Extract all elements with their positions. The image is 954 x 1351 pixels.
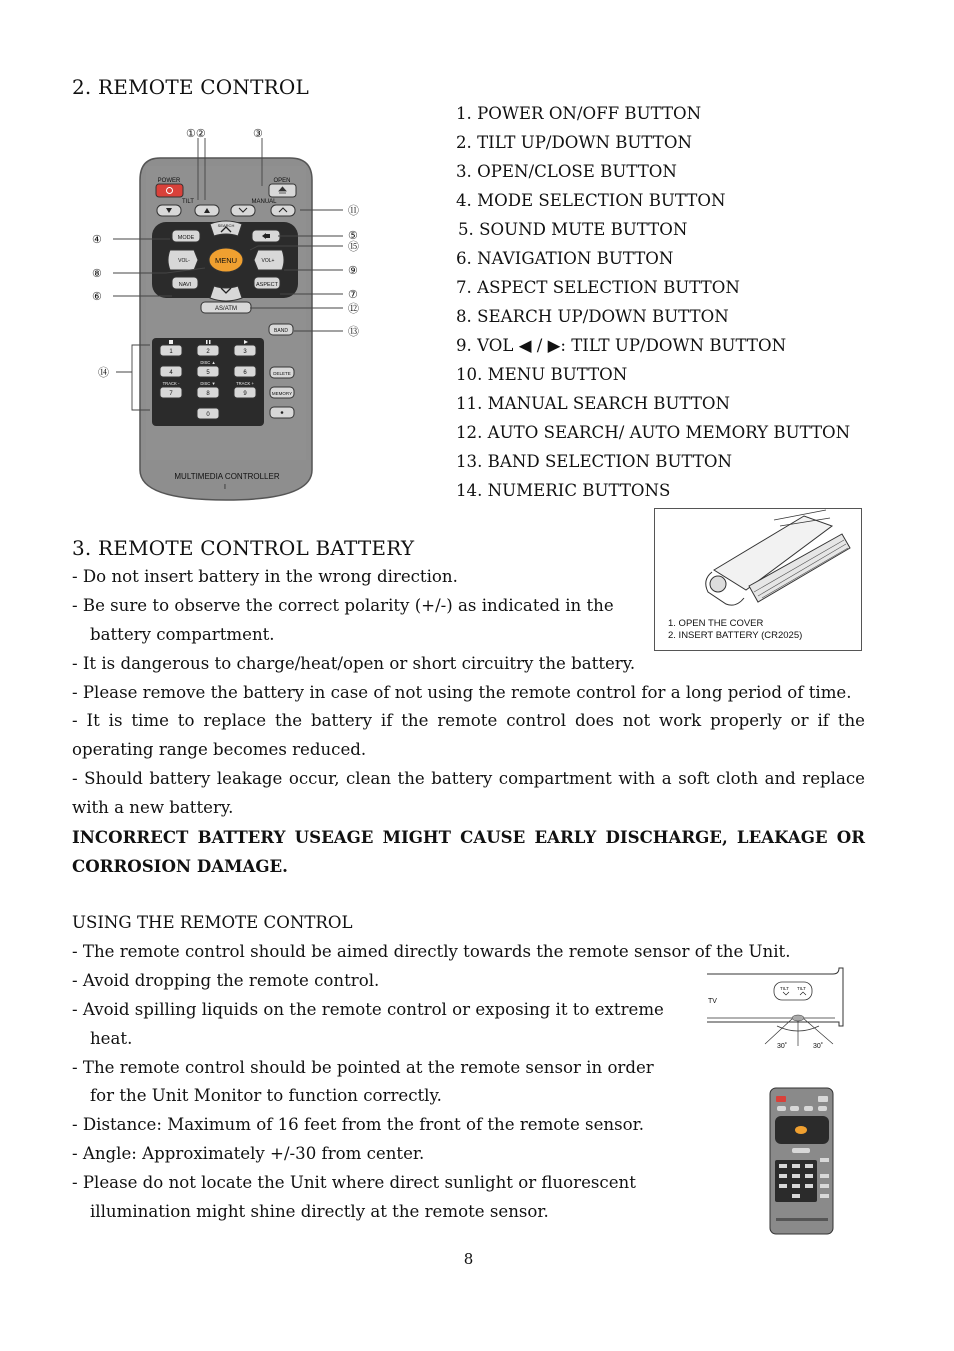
small-remote-diagram [768, 1086, 836, 1236]
svg-text:30˚: 30˚ [813, 1043, 824, 1050]
svg-text:TILT: TILT [780, 986, 789, 991]
svg-text:⑮: ⑮ [348, 241, 359, 253]
svg-text:AS/ATM: AS/ATM [215, 306, 237, 312]
battery-text-line: - Do not insert battery in the wrong direction. [72, 567, 458, 586]
svg-text:TRACK -: TRACK - [162, 381, 180, 386]
menu-label: MENU [214, 256, 238, 265]
list-item: 11. MANUAL SEARCH BUTTON [456, 394, 731, 413]
using-text-line: - The remote control should be pointed at the remote sensor in order [72, 1058, 654, 1077]
svg-text:⑭: ⑭ [98, 367, 109, 379]
svg-text:3: 3 [243, 349, 247, 355]
svg-text:I: I [224, 484, 226, 491]
svg-text:NAVI: NAVI [178, 282, 192, 288]
battery-step-1: 1. OPEN THE COVER [668, 618, 764, 629]
list-item: 7. ASPECT SELECTION BUTTON [456, 278, 740, 297]
battery-diagram [654, 508, 862, 651]
svg-text:⑪: ⑪ [348, 205, 359, 217]
svg-text:⑬: ⑬ [348, 326, 359, 338]
svg-text:MEMORY: MEMORY [271, 391, 293, 396]
using-text-line: - Avoid dropping the remote control. [72, 971, 380, 990]
battery-text-line: - It is dangerous to charge/heat/open or short circuitry the battery. [72, 654, 636, 673]
manual-label: MANUAL [251, 199, 277, 205]
svg-text:⑤: ⑤ [348, 230, 358, 242]
svg-text:1: 1 [169, 349, 173, 355]
battery-leak-paragraph: - Should battery leakage occur, clean the battery compartment with a soft cloth and replace [72, 769, 865, 788]
section-3-title: 3. REMOTE CONTROL BATTERY [72, 536, 415, 560]
using-text-line: for the Unit Monitor to function correctly. [90, 1086, 442, 1105]
using-text-line: - Please do not locate the Unit where direct sunlight or fluorescent [72, 1173, 636, 1192]
svg-text:VOL-: VOL- [178, 258, 190, 264]
svg-text:7: 7 [169, 391, 173, 397]
svg-text:TRACK +: TRACK + [236, 381, 254, 386]
section-2-title: 2. REMOTE CONTROL [72, 75, 309, 99]
using-text-line: illumination might shine directly at the remote sensor. [90, 1202, 549, 1221]
svg-text:DELETE: DELETE [273, 371, 291, 376]
brand-label: MULTIMEDIA CONTROLLER [174, 472, 280, 481]
battery-warning-end: CORROSION DAMAGE. [72, 856, 288, 876]
page-number: 8 [463, 1250, 474, 1268]
svg-text:④: ④ [92, 234, 102, 246]
open-label: OPEN [273, 178, 291, 184]
list-item: 1. POWER ON/OFF BUTTON [456, 104, 702, 123]
using-text-line: - Angle: Approximately +/-30 from center. [72, 1144, 425, 1163]
list-item: 10. MENU BUTTON [456, 365, 628, 384]
battery-warning: INCORRECT BATTERY USEAGE MIGHT CAUSE EARLY DISCHARGE, LEAKAGE OR [72, 827, 865, 847]
svg-text:③: ③ [253, 128, 263, 140]
list-item: 13. BAND SELECTION BUTTON [456, 452, 733, 471]
svg-text:⑦: ⑦ [348, 289, 358, 301]
list-item: 2. TILT UP/DOWN BUTTON [456, 133, 692, 152]
svg-text:⑥: ⑥ [92, 291, 102, 303]
tilt-label: TILT [182, 199, 194, 205]
list-item: 14. NUMERIC BUTTONS [456, 481, 671, 500]
svg-text:4: 4 [169, 370, 173, 376]
list-item: 6. NAVIGATION BUTTON [456, 249, 674, 268]
power-button [156, 184, 183, 197]
svg-text:MODE: MODE [177, 235, 195, 241]
tv-label: TV [708, 998, 717, 1005]
list-item: 12. AUTO SEARCH/ AUTO MEMORY BUTTON [456, 423, 851, 442]
svg-text:DISC ▼: DISC ▼ [200, 381, 216, 386]
svg-text:TILT: TILT [797, 986, 806, 991]
list-item: 9. VOL ◀ / ▶: TILT UP/DOWN BUTTON [456, 336, 787, 355]
battery-replace-paragraph-end: operating range becomes reduced. [72, 740, 367, 759]
svg-text:⑧: ⑧ [92, 268, 102, 280]
svg-text:⑫: ⑫ [348, 303, 359, 315]
svg-text:ASPECT: ASPECT [255, 282, 279, 288]
list-item: 8. SEARCH UP/DOWN BUTTON [456, 307, 729, 326]
battery-step-2: 2. INSERT BATTERY (CR2025) [668, 630, 803, 641]
list-item: 4. MODE SELECTION BUTTON [456, 191, 726, 210]
sensor-angle-diagram [705, 966, 845, 1052]
svg-text:2: 2 [206, 349, 210, 355]
svg-text:8: 8 [206, 391, 210, 397]
svg-text:⑨: ⑨ [348, 265, 358, 277]
using-text-line: heat. [90, 1029, 133, 1048]
using-text-line: - The remote control should be aimed directly towards the remote sensor of the Unit. [72, 942, 791, 961]
svg-text:30˚: 30˚ [777, 1043, 788, 1050]
battery-text-line: battery compartment. [90, 625, 275, 644]
battery-text-line: - Be sure to observe the correct polarity (+/-) as indicated in the [72, 596, 614, 615]
list-item: 5. SOUND MUTE BUTTON [458, 220, 688, 239]
svg-text:VOL+: VOL+ [261, 258, 275, 264]
svg-text:SEARCH: SEARCH [217, 223, 235, 228]
remote-control-diagram [85, 120, 375, 505]
using-title: USING THE REMOTE CONTROL [72, 913, 353, 932]
svg-text:5: 5 [206, 370, 210, 376]
list-item: 3. OPEN/CLOSE BUTTON [456, 162, 677, 181]
svg-text:6: 6 [243, 370, 247, 376]
using-text-line: - Distance: Maximum of 16 feet from the front of the remote sensor. [72, 1115, 644, 1134]
battery-replace-paragraph: - It is time to replace the battery if the remote control does not work properly or if the [72, 711, 865, 730]
battery-leak-paragraph-end: with a new battery. [72, 798, 234, 817]
svg-text:BAND: BAND [274, 328, 288, 334]
svg-text:DISC ▲: DISC ▲ [200, 360, 216, 365]
svg-text:9: 9 [243, 391, 247, 397]
svg-text:0: 0 [206, 412, 210, 418]
battery-text-line: - Please remove the battery in case of not using the remote control for a long period of time. [72, 683, 852, 702]
svg-text:①②: ①② [186, 128, 206, 140]
power-label: POWER [157, 178, 181, 184]
using-text-line: - Avoid spilling liquids on the remote control or exposing it to extreme [72, 1000, 664, 1019]
